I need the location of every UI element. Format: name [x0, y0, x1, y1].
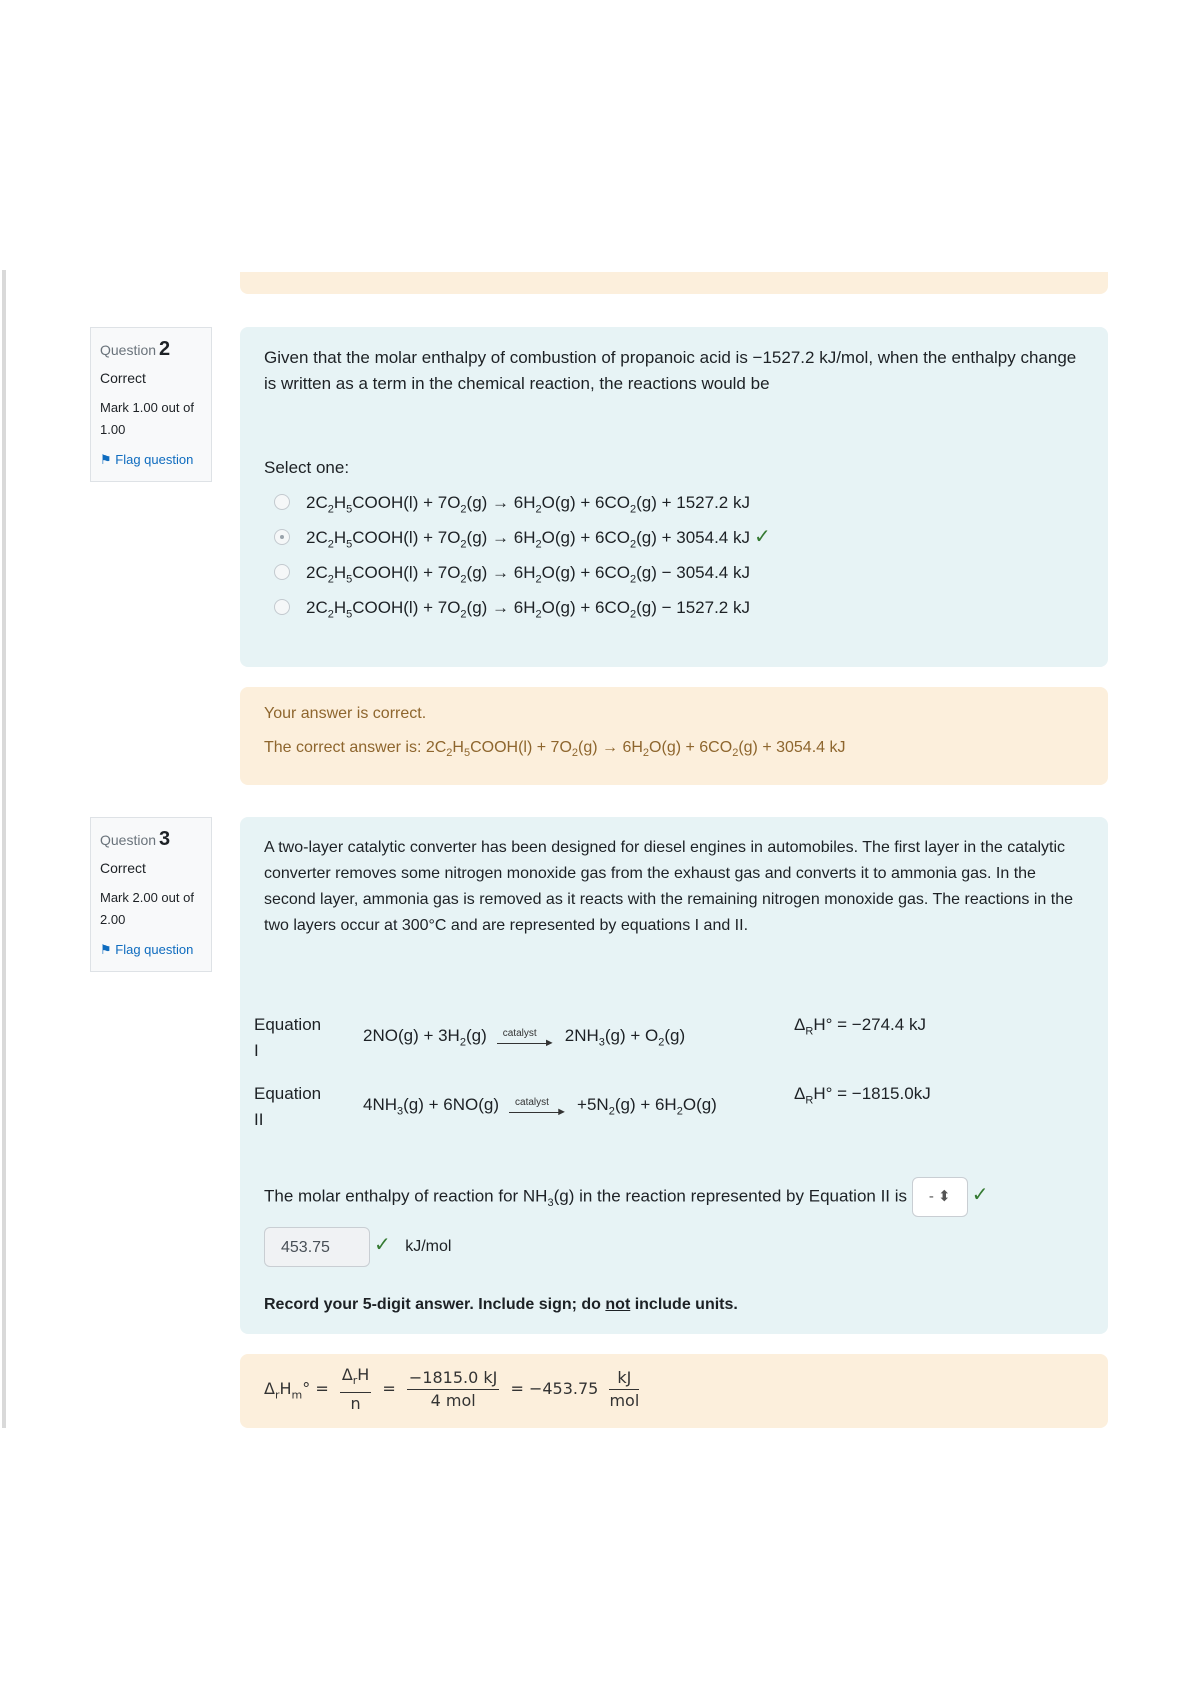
answer-option-d[interactable]: $2C_2H_5COOH(l) + 7O_2(g) \to 6H_2O(g) + 6CO_2(g) - 1527.2$ kJ	[264, 590, 1084, 625]
question-3-solution	[240, 1354, 1108, 1428]
previous-feedback-strip	[240, 272, 1108, 294]
question-3-info	[90, 817, 212, 972]
sub-question-text-end: (g) in the reaction represented by Equation II is	[553, 1186, 908, 1206]
instruction-start: Record your 5-digit answer. Include sign; do	[264, 1296, 606, 1313]
radio-option-a[interactable]	[274, 494, 290, 510]
question-grade: Mark 1.00 out of 1.00	[100, 400, 194, 437]
solution-unit-fraction	[609, 1367, 639, 1412]
instruction-end: include units.	[630, 1296, 738, 1313]
question-number-value: 3	[159, 828, 171, 850]
question-number	[100, 338, 202, 361]
solution-result: −453.75	[528, 1379, 599, 1399]
radio-option-b[interactable]	[274, 529, 290, 545]
fraction-2-numerator: −1815.0 kJ	[407, 1367, 499, 1390]
answer-instruction	[264, 1292, 738, 1318]
option-b-energy: + 3054.4 kJ	[656, 528, 750, 547]
equation-1-enthalpy-value: = −274.4 kJ	[832, 1015, 926, 1034]
feedback-correct-message: Your answer is correct.	[264, 705, 427, 722]
option-c-energy: − 3054.4 kJ	[656, 563, 750, 582]
radio-option-c[interactable]	[274, 564, 290, 580]
flag-question-link[interactable]	[100, 449, 202, 471]
fraction-1-numerator: Δ	[341, 1365, 353, 1384]
correct-check-icon: ✓	[374, 1234, 391, 1257]
equation-2-enthalpy: $\Delta_RH^\circ = -1815.0kJ$	[794, 1084, 931, 1107]
select-one-prompt: Select one:	[264, 458, 350, 477]
question-label: Question	[100, 342, 157, 358]
question-number	[100, 828, 202, 851]
equation-1-formula: $2NO(g) + 3H_2(g)$ catalyst ► $2NH_3(g) + O_2(g)$	[363, 1023, 685, 1055]
question-2-content	[240, 327, 1108, 667]
answer-row	[264, 1227, 451, 1267]
option-d-energy: − 1527.2 kJ	[656, 598, 750, 617]
feedback-correct-answer: The correct answer is: $2C_2H_5COOH(l) + 7O_2(g) \to 6H_2O(g) + 6CO_2(g) + 3054.4$ kJ	[264, 739, 846, 760]
fraction-2-denominator: 4 mol	[430, 1391, 476, 1411]
question-label: Question	[100, 832, 157, 848]
question-grade: Mark 2.00 out of 2.00	[100, 890, 194, 927]
question-state: Correct	[100, 860, 146, 876]
answer-option-a[interactable]: $2C_2H_5COOH(l) + 7O_2(g) \to 6H_2O(g) + 6CO_2(g) + 1527.2$ kJ	[264, 485, 1084, 520]
question-text: A two-layer catalytic converter has been designed for diesel engines in automobiles. The first layer in the catalytic converter removes some nitrogen monoxide gas from the exhaust gas and converts it to ammonia gas. In the second layer, ammonia gas is removed as it reacts with the remaining nitrogen monoxide gas. The reactions in the two layers occur at 300°C and are represented by equations I and II.	[264, 839, 1074, 934]
unit-numerator: kJ	[609, 1367, 639, 1390]
correct-check-icon: ✓	[971, 1184, 989, 1207]
question-2-info	[90, 327, 212, 482]
question-number-value: 2	[159, 338, 171, 360]
catalyst-label: catalyst	[515, 1096, 549, 1108]
equation-1-enthalpy: $\Delta_RH^\circ = -274.4$ kJ	[794, 1015, 926, 1038]
equation-2-enthalpy-value: = −1815.0kJ	[832, 1084, 931, 1103]
feedback-answer-prefix: The correct answer is:	[264, 739, 426, 756]
answer-option-c[interactable]: $2C_2H_5COOH(l) + 7O_2(g) \to 6H_2O(g) + 6CO_2(g) - 3054.4$ kJ	[264, 555, 1084, 590]
sign-select[interactable]: - ⬍	[912, 1177, 968, 1217]
solution-fraction-2	[407, 1367, 499, 1412]
correct-check-icon: ✓	[753, 526, 771, 548]
question-state: Correct	[100, 370, 146, 386]
answer-option-b[interactable]: $2C_2H_5COOH(l) + 7O_2(g) \to 6H_2O(g) + 6CO_2(g) + 3054.4$ kJ ✓	[264, 520, 1084, 555]
equation-2-label: Equation II	[254, 1084, 322, 1129]
option-a-energy: + 1527.2 kJ	[656, 493, 750, 512]
catalyst-label: catalyst	[502, 1027, 537, 1039]
fraction-1-denominator: n	[350, 1394, 361, 1414]
question-text: Given that the molar enthalpy of combustion of propanoic acid is −1527.2 kJ/mol, when the enthalpy change is written as a term in the chemical reaction, the reactions would be	[264, 348, 1077, 393]
equation-1-label: Equation I	[254, 1015, 322, 1060]
sub-question-text-start: The molar enthalpy of reaction for NH	[264, 1186, 548, 1206]
feedback-answer-energy: + 3054.4 kJ	[757, 739, 846, 756]
question-3-content	[240, 817, 1108, 1334]
unit-denominator: mol	[609, 1391, 640, 1411]
flag-icon: ⚑	[100, 452, 116, 467]
solution-equation: $\Delta_rH_m^\circ$ = $\frac{\Delta_rH}{n}$ = $\frac{-1815.0 kJ}{\text{4 mol}}$ = −453.75 $\frac{kJ}{\text{mol}}$	[264, 1365, 640, 1414]
solution-fraction-1: $\frac{\Delta_rH}{n}$	[341, 1365, 370, 1414]
question-2-feedback	[240, 687, 1108, 785]
answer-input[interactable]: 453.75	[264, 1227, 370, 1267]
flag-label: Flag question	[115, 452, 194, 467]
flag-label: Flag question	[115, 942, 194, 957]
page-left-rule	[2, 270, 6, 1428]
sub-question: The molar enthalpy of reaction for $NH_3(g)$ in the reaction represented by Equation II is - ⬍ ✓	[264, 1177, 989, 1217]
radio-option-d[interactable]	[274, 599, 290, 615]
instruction-not: not	[605, 1296, 631, 1313]
flag-question-link[interactable]	[100, 939, 202, 961]
equation-2-formula: $4NH_3(g) + 6NO(g)$ catalyst ► $+5N_2(g) + 6H_2O(g)$	[363, 1092, 717, 1124]
flag-icon: ⚑	[100, 942, 116, 957]
answer-unit: kJ/mol	[405, 1238, 452, 1256]
